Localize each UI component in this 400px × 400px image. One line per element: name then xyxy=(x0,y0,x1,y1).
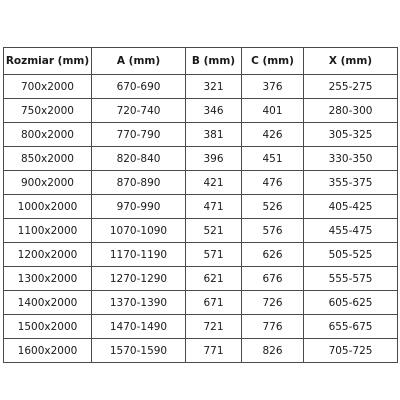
cell-x: 405-425 xyxy=(304,195,398,219)
cell-size: 700x2000 xyxy=(4,75,92,99)
cell-c: 451 xyxy=(242,147,304,171)
cell-b: 771 xyxy=(186,339,242,363)
cell-x: 655-675 xyxy=(304,315,398,339)
table-row xyxy=(4,99,398,123)
cell-size: 1300x2000 xyxy=(4,267,92,291)
cell-size: 1500x2000 xyxy=(4,315,92,339)
cell-x: 330-350 xyxy=(304,147,398,171)
dimensions-table xyxy=(3,47,398,363)
cell-b: 421 xyxy=(186,171,242,195)
cell-x: 280-300 xyxy=(304,99,398,123)
cell-c: 376 xyxy=(242,75,304,99)
cell-a: 770-790 xyxy=(92,123,186,147)
cell-x: 705-725 xyxy=(304,339,398,363)
cell-a: 970-990 xyxy=(92,195,186,219)
cell-b: 521 xyxy=(186,219,242,243)
cell-size: 1100x2000 xyxy=(4,219,92,243)
table-row xyxy=(4,219,398,243)
cell-c: 526 xyxy=(242,195,304,219)
cell-b: 381 xyxy=(186,123,242,147)
table-row xyxy=(4,75,398,99)
cell-size: 1000x2000 xyxy=(4,195,92,219)
cell-size: 900x2000 xyxy=(4,171,92,195)
cell-c: 676 xyxy=(242,267,304,291)
table-row xyxy=(4,147,398,171)
table-row xyxy=(4,315,398,339)
header-size: Rozmiar (mm) xyxy=(4,48,92,75)
table-row xyxy=(4,171,398,195)
cell-size: 850x2000 xyxy=(4,147,92,171)
cell-a: 670-690 xyxy=(92,75,186,99)
cell-x: 555-575 xyxy=(304,267,398,291)
cell-c: 826 xyxy=(242,339,304,363)
cell-c: 726 xyxy=(242,291,304,315)
cell-x: 255-275 xyxy=(304,75,398,99)
cell-size: 1400x2000 xyxy=(4,291,92,315)
header-c: C (mm) xyxy=(242,48,304,75)
cell-size: 1200x2000 xyxy=(4,243,92,267)
cell-b: 321 xyxy=(186,75,242,99)
cell-a: 720-740 xyxy=(92,99,186,123)
cell-size: 750x2000 xyxy=(4,99,92,123)
table-row xyxy=(4,267,398,291)
cell-a: 1570-1590 xyxy=(92,339,186,363)
cell-a: 820-840 xyxy=(92,147,186,171)
table-row xyxy=(4,291,398,315)
cell-a: 1170-1190 xyxy=(92,243,186,267)
cell-b: 571 xyxy=(186,243,242,267)
cell-b: 621 xyxy=(186,267,242,291)
table-header xyxy=(4,48,398,75)
cell-b: 471 xyxy=(186,195,242,219)
cell-c: 576 xyxy=(242,219,304,243)
cell-b: 346 xyxy=(186,99,242,123)
cell-b: 396 xyxy=(186,147,242,171)
header-x: X (mm) xyxy=(304,48,398,75)
header-row xyxy=(4,48,398,75)
table-body xyxy=(4,75,398,363)
cell-c: 476 xyxy=(242,171,304,195)
header-a: A (mm) xyxy=(92,48,186,75)
table-row xyxy=(4,123,398,147)
cell-size: 1600x2000 xyxy=(4,339,92,363)
table-row xyxy=(4,195,398,219)
cell-x: 305-325 xyxy=(304,123,398,147)
cell-b: 671 xyxy=(186,291,242,315)
cell-size: 800x2000 xyxy=(4,123,92,147)
cell-c: 426 xyxy=(242,123,304,147)
cell-c: 626 xyxy=(242,243,304,267)
cell-b: 721 xyxy=(186,315,242,339)
cell-x: 605-625 xyxy=(304,291,398,315)
cell-x: 455-475 xyxy=(304,219,398,243)
table-row xyxy=(4,243,398,267)
cell-a: 1270-1290 xyxy=(92,267,186,291)
cell-c: 776 xyxy=(242,315,304,339)
cell-x: 355-375 xyxy=(304,171,398,195)
table-row xyxy=(4,339,398,363)
cell-a: 1370-1390 xyxy=(92,291,186,315)
header-b: B (mm) xyxy=(186,48,242,75)
cell-a: 1070-1090 xyxy=(92,219,186,243)
cell-x: 505-525 xyxy=(304,243,398,267)
cell-c: 401 xyxy=(242,99,304,123)
cell-a: 1470-1490 xyxy=(92,315,186,339)
cell-a: 870-890 xyxy=(92,171,186,195)
